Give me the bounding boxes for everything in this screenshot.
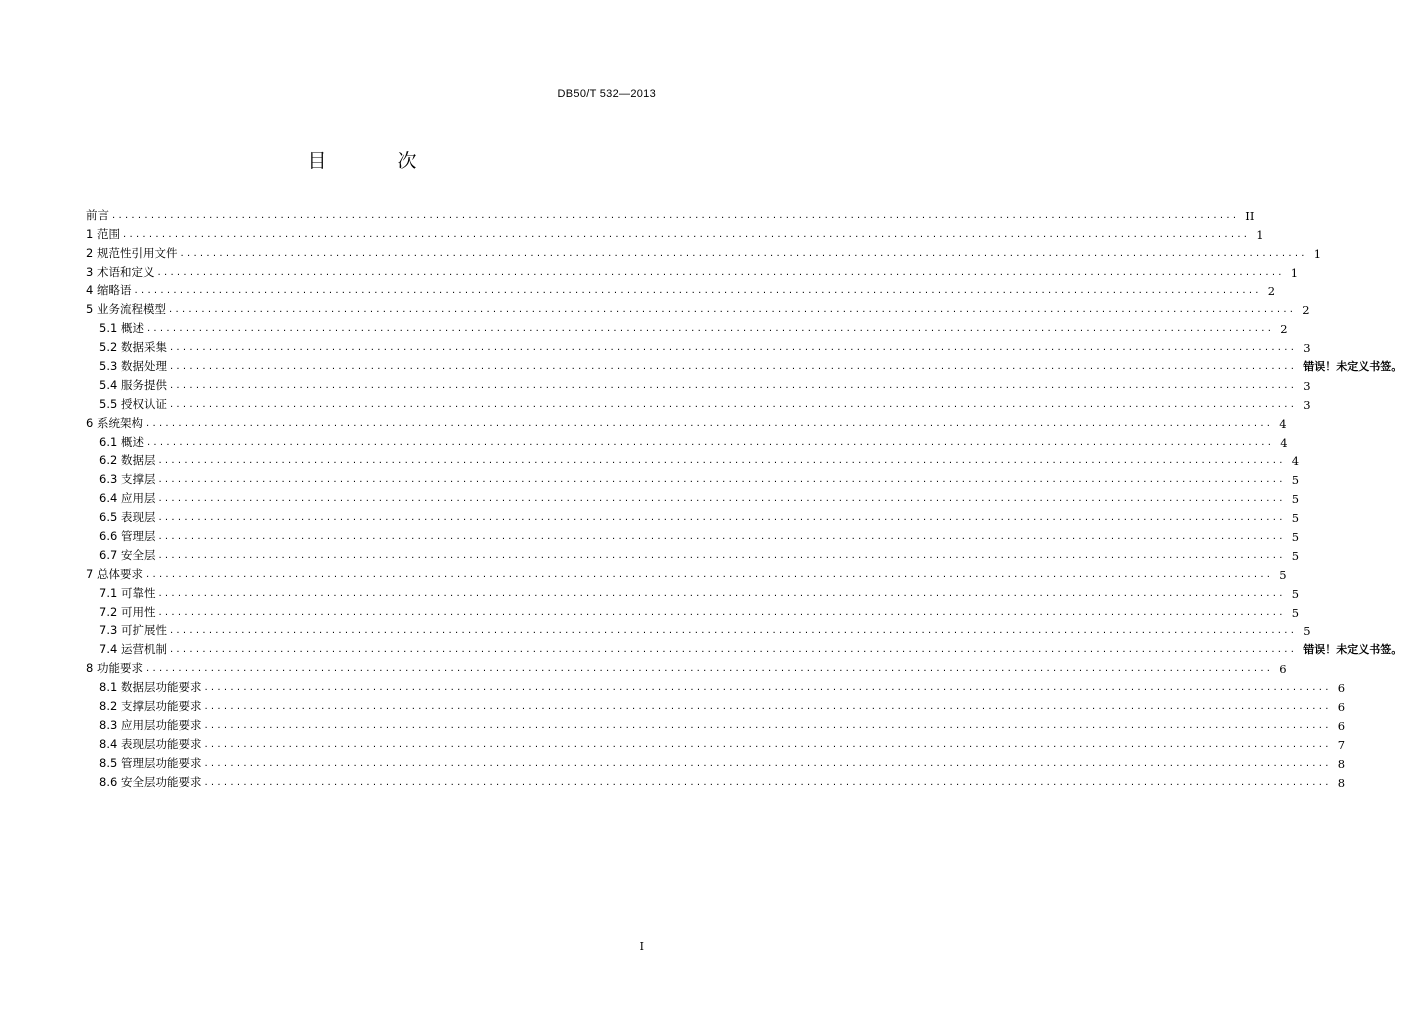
toc-entry[interactable] [86, 601, 1300, 620]
toc-entry-label: 5.1 概述 [99, 321, 144, 336]
toc-entry[interactable] [86, 374, 1311, 393]
toc-entry[interactable] [86, 714, 1346, 733]
toc-entry-label: 8.3 应用层功能要求 [99, 717, 202, 732]
toc-entry-label: 8.6 安全层功能要求 [99, 774, 202, 789]
toc-entry-label: 5.5 授权认证 [99, 396, 167, 411]
toc-entry[interactable] [86, 544, 1300, 563]
toc-entry[interactable] [86, 676, 1346, 696]
toc-entry[interactable] [86, 582, 1300, 601]
toc-entry[interactable] [86, 487, 1300, 507]
toc-entry-label: 6.1 概述 [99, 434, 144, 449]
toc-entry[interactable] [86, 563, 1287, 582]
toc-entry-label: 7.2 可用性 [99, 604, 156, 619]
toc-entry-label: 7 总体要求 [86, 566, 143, 581]
toc-entry[interactable] [86, 468, 1300, 488]
toc-leader-dots: .............................................................................................................................................................................. [145, 417, 1274, 429]
toc-entry-label: 6.7 安全层 [99, 547, 156, 562]
toc-entry-page: 5 [1291, 530, 1300, 545]
toc-entry-page: 5 [1291, 548, 1300, 563]
toc-entry-page: 5 [1279, 567, 1287, 582]
toc-entry-page: 2 [1280, 322, 1288, 337]
toc-entry-page: 6 [1337, 700, 1346, 715]
toc-entry[interactable] [86, 261, 1299, 280]
toc-leader-dots: .............................................................................................................................................................................. [204, 682, 1332, 694]
toc-entry[interactable] [86, 620, 1311, 639]
page-number: I [639, 940, 644, 953]
toc-entry[interactable] [86, 431, 1288, 450]
toc-entry-page: 2 [1267, 284, 1276, 299]
toc-entry-label: 6.4 应用层 [99, 491, 156, 506]
toc-entry-page: 6 [1279, 662, 1287, 677]
toc-entry[interactable] [86, 317, 1288, 337]
toc-leader-dots: .............................................................................................................................................................................. [158, 549, 1286, 561]
toc-entry-label: 8 功能要求 [86, 661, 143, 676]
toc-entry-label: 4 缩略语 [86, 283, 132, 298]
toc-entry-page: 6 [1337, 718, 1346, 733]
toc-leader-dots: .............................................................................................................................................................................. [158, 587, 1286, 599]
toc-leader-dots: .............................................................................................................................................................................. [157, 266, 1285, 278]
toc-leader-dots: .............................................................................................................................................................................. [169, 379, 1298, 391]
toc-entry[interactable] [86, 298, 1310, 318]
toc-entry[interactable] [86, 412, 1287, 431]
toc-leader-dots: .............................................................................................................................................................................. [145, 568, 1274, 580]
toc-entry[interactable] [86, 336, 1311, 356]
toc-entry-page: 4 [1291, 454, 1300, 469]
toc-entry-page: II [1245, 208, 1255, 223]
toc-entry-error-text: 错误！未定义书签。 [1303, 360, 1402, 374]
toc-entry-label: 8.4 表现层功能要求 [99, 736, 202, 751]
toc-entry[interactable] [86, 638, 1402, 657]
toc-leader-dots: .............................................................................................................................................................................. [204, 776, 1332, 788]
toc-entry-page: 5 [1291, 605, 1300, 620]
toc-leader-dots: .............................................................................................................................................................................. [204, 738, 1332, 750]
toc-entry-page: 1 [1256, 227, 1264, 242]
toc-leader-dots: .............................................................................................................................................................................. [146, 323, 1275, 335]
toc-entry-label: 7.1 可靠性 [99, 585, 156, 600]
toc-entry[interactable] [86, 525, 1300, 545]
toc-entry[interactable] [86, 657, 1287, 677]
toc-entry-page: 2 [1302, 303, 1310, 318]
toc-entry-label: 6 系统架构 [86, 415, 143, 430]
toc-leader-dots: .............................................................................................................................................................................. [169, 361, 1298, 373]
toc-leader-dots: .............................................................................................................................................................................. [169, 625, 1298, 637]
toc-entry[interactable] [86, 695, 1346, 715]
toc-leader-dots: .............................................................................................................................................................................. [169, 342, 1298, 354]
toc-leader-dots: .............................................................................................................................................................................. [145, 663, 1274, 675]
toc-entry-page: 6 [1337, 681, 1346, 696]
toc-entry-label: 8.1 数据层功能要求 [99, 680, 202, 695]
toc-entry-page: 1 [1313, 246, 1322, 261]
toc-leader-dots: .............................................................................................................................................................................. [158, 531, 1286, 543]
toc-entry[interactable] [86, 752, 1346, 771]
toc-entry-label: 5 业务流程模型 [86, 302, 166, 317]
toc-entry-page: 1 [1290, 265, 1299, 280]
toc-entry[interactable] [86, 223, 1264, 242]
toc-entry-label: 6.6 管理层 [99, 529, 156, 544]
toc-entry-label: 5.4 服务提供 [99, 377, 167, 392]
toc-leader-dots: .............................................................................................................................................................................. [158, 455, 1286, 467]
toc-entry[interactable] [86, 280, 1276, 299]
toc-leader-dots: .............................................................................................................................................................................. [204, 719, 1332, 731]
toc-entry-page: 3 [1303, 397, 1311, 412]
toc-leader-dots: .............................................................................................................................................................................. [158, 493, 1286, 505]
toc-leader-dots: .............................................................................................................................................................................. [158, 474, 1286, 486]
toc-leader-dots: .............................................................................................................................................................................. [122, 228, 1251, 240]
toc-entry-page: 8 [1337, 775, 1346, 790]
toc-entry-label: 7.4 运营机制 [99, 642, 167, 657]
toc-entry[interactable] [86, 204, 1255, 223]
toc-entry-label: 8.5 管理层功能要求 [99, 755, 202, 770]
toc-leader-dots: .............................................................................................................................................................................. [204, 757, 1332, 769]
toc-entry-error-text: 错误！未定义书签。 [1303, 643, 1402, 657]
toc-entry-label: 7.3 可扩展性 [99, 623, 167, 638]
toc-entry-page: 5 [1291, 511, 1300, 526]
toc-leader-dots: .............................................................................................................................................................................. [158, 606, 1286, 618]
toc-entry-page: 5 [1291, 586, 1300, 601]
toc-leader-dots: .............................................................................................................................................................................. [169, 644, 1298, 656]
toc-leader-dots: .............................................................................................................................................................................. [169, 398, 1298, 410]
toc-entry-page: 3 [1303, 378, 1311, 393]
toc-entry-label: 5.2 数据采集 [99, 340, 167, 355]
toc-entry[interactable] [86, 733, 1346, 752]
toc-entry-label: 3 术语和定义 [86, 264, 155, 279]
toc-leader-dots: .............................................................................................................................................................................. [180, 247, 1308, 259]
toc-entry-label: 前言 [86, 207, 109, 222]
toc-entry[interactable] [86, 355, 1402, 374]
toc-entry-label: 6.5 表现层 [99, 510, 156, 525]
toc-entry[interactable] [86, 450, 1300, 469]
toc-entry-label: 1 范围 [86, 226, 120, 241]
toc-leader-dots: .............................................................................................................................................................................. [168, 304, 1297, 316]
toc-leader-dots: .............................................................................................................................................................................. [158, 512, 1286, 524]
document-code: DB50/T 532—2013 [557, 88, 656, 100]
toc-entry-page: 4 [1280, 435, 1288, 450]
toc-entry-label: 6.2 数据层 [99, 453, 156, 468]
toc-title: 目 次 [307, 150, 443, 172]
toc-leader-dots: .............................................................................................................................................................................. [204, 701, 1332, 713]
toc-entry[interactable] [86, 393, 1311, 412]
toc-entry-page: 3 [1303, 341, 1311, 356]
toc-entry-page: 5 [1291, 473, 1300, 488]
toc-entry-page: 4 [1279, 416, 1287, 431]
toc-entry[interactable] [86, 242, 1322, 261]
toc-entry[interactable] [86, 506, 1300, 526]
toc-entry-label: 6.3 支撑层 [99, 472, 156, 487]
toc-entry-page: 5 [1303, 624, 1311, 639]
toc-leader-dots: .............................................................................................................................................................................. [112, 209, 1240, 221]
toc-entry-page: 7 [1337, 737, 1346, 752]
toc-entry-label: 5.3 数据处理 [99, 359, 167, 374]
toc-entry-page: 5 [1291, 492, 1300, 507]
toc-entry-label: 2 规范性引用文件 [86, 245, 178, 260]
toc-leader-dots: .............................................................................................................................................................................. [146, 436, 1275, 448]
toc-entry-page: 8 [1337, 756, 1346, 771]
toc-entry[interactable] [86, 771, 1346, 790]
toc-entry-label: 8.2 支撑层功能要求 [99, 699, 202, 714]
toc-leader-dots: .............................................................................................................................................................................. [134, 285, 1262, 297]
table-of-contents [86, 204, 1402, 790]
